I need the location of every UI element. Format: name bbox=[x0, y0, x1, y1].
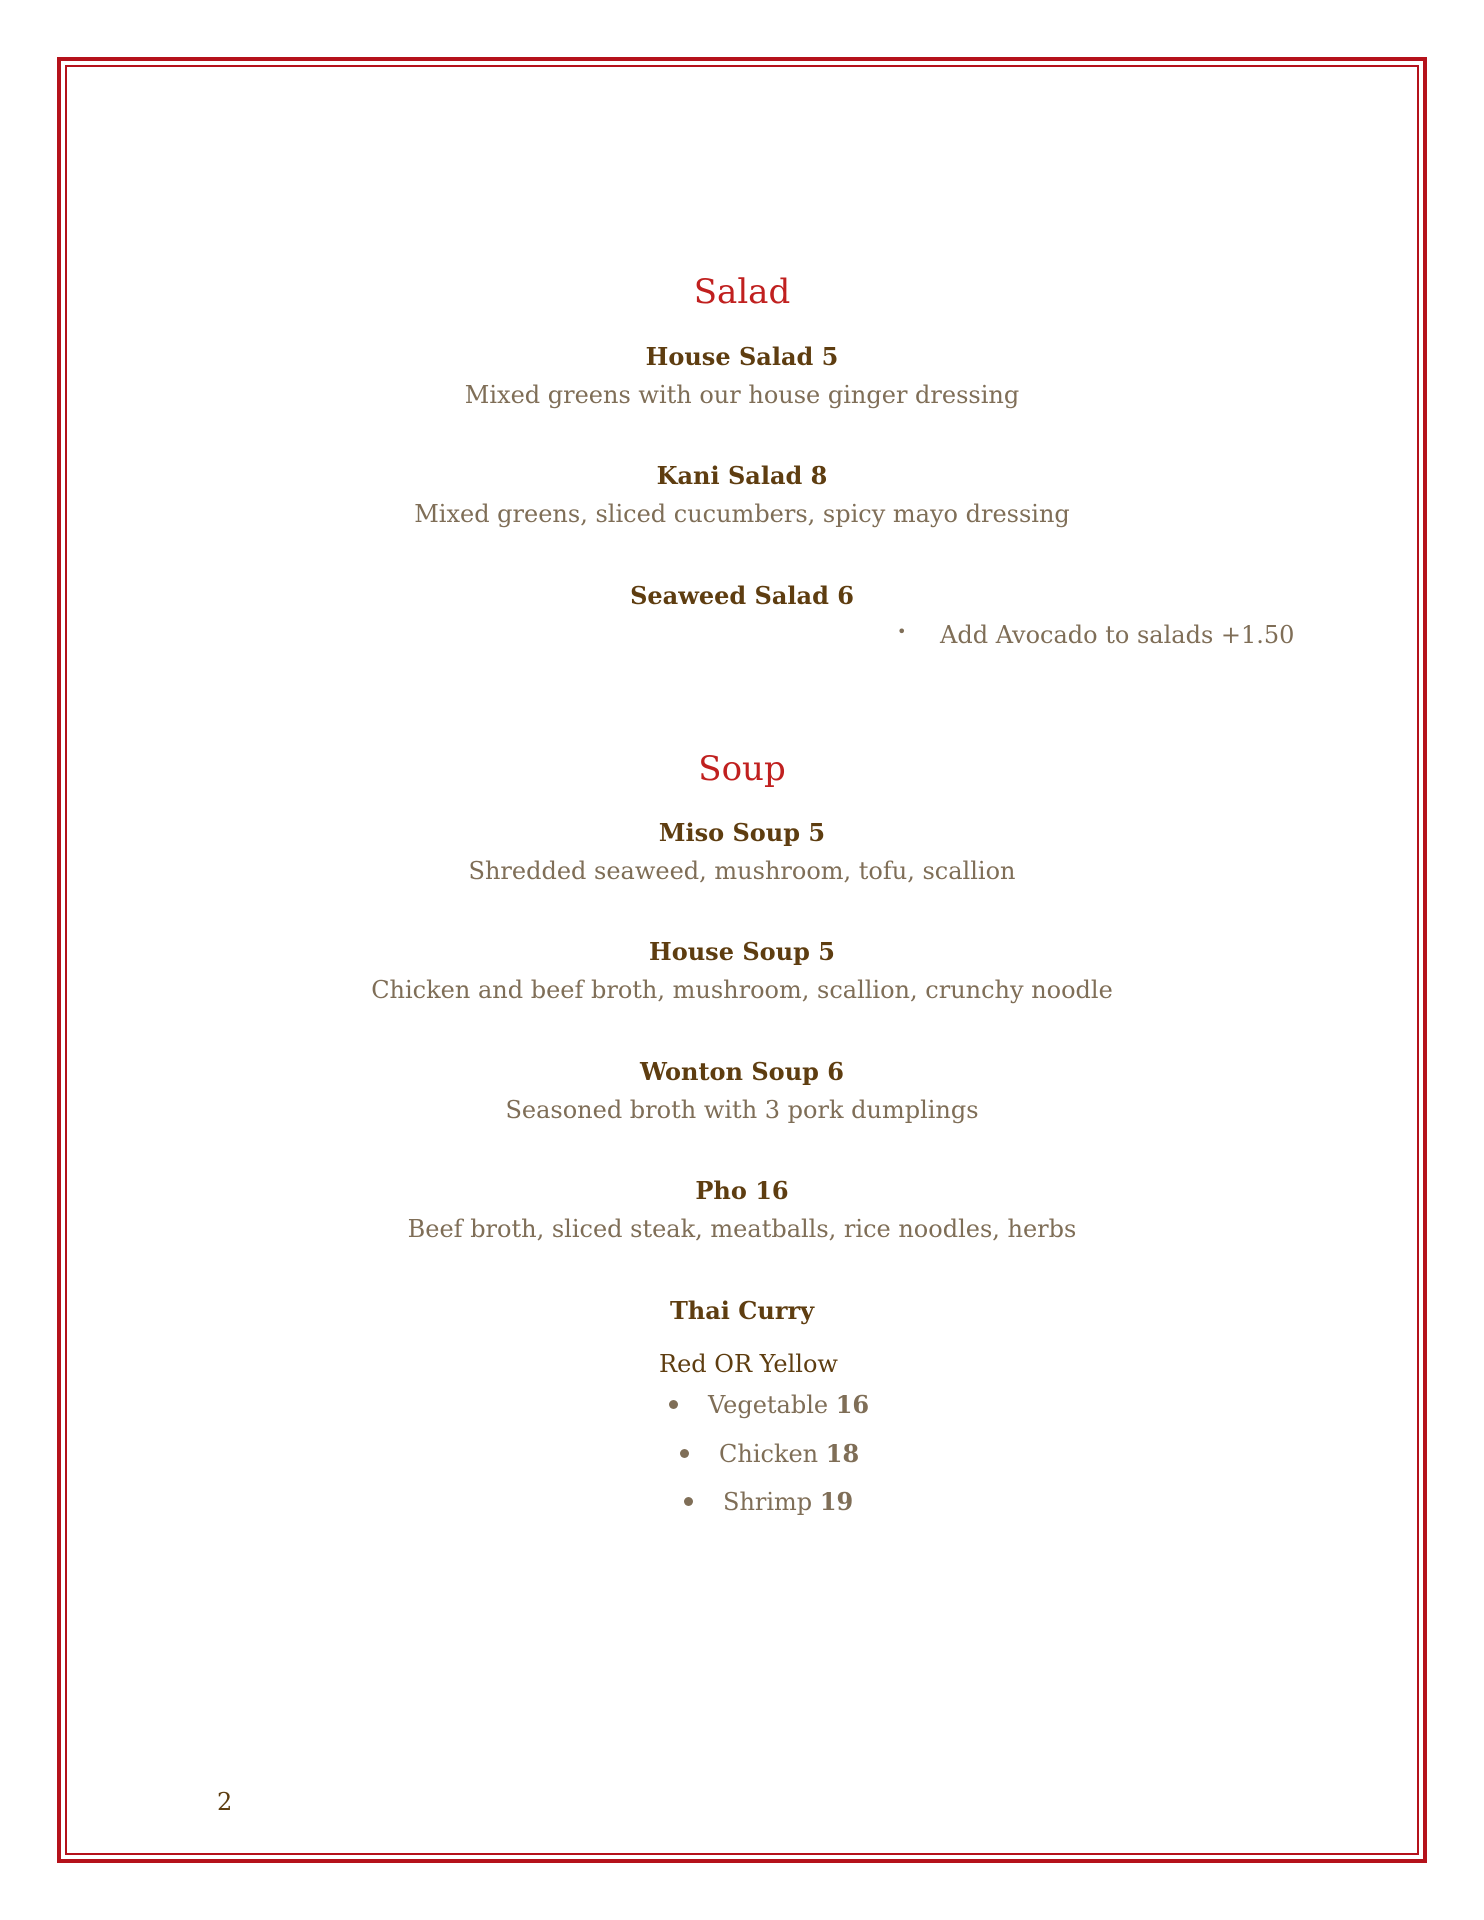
item-desc-house-salad: Mixed greens with our house ginger dressing bbox=[464, 381, 1020, 409]
item-desc-kani-salad: Mixed greens, sliced cucumbers, spicy mayo dressing bbox=[414, 500, 1070, 528]
item-desc-house-soup: Chicken and beef broth, mushroom, scallion, crunchy noodle bbox=[371, 976, 1113, 1004]
item-desc-pho: Beef broth, sliced steak, meatballs, rice noodles, herbs bbox=[407, 1215, 1077, 1243]
curry-option-vegetable bbox=[669, 1390, 869, 1419]
item-name-miso-soup: Miso Soup 5 bbox=[658, 818, 826, 847]
curry-option-price: 16 bbox=[835, 1390, 870, 1419]
item-desc-miso-soup: Shredded seaweed, mushroom, tofu, scallion bbox=[468, 857, 1016, 885]
item-name-thai-curry: Thai Curry bbox=[669, 1296, 815, 1325]
curry-option-price: 19 bbox=[819, 1487, 854, 1516]
curry-option-chicken bbox=[680, 1439, 859, 1468]
page-number: 2 bbox=[217, 1788, 233, 1816]
addon-avocado: Add Avocado to salads +1.50 bbox=[940, 621, 1295, 649]
item-name-house-soup: House Soup 5 bbox=[649, 937, 835, 966]
curry-option-label: Shrimp bbox=[723, 1488, 813, 1516]
curry-option-label: Chicken bbox=[719, 1440, 819, 1468]
item-name-wonton-soup: Wonton Soup 6 bbox=[640, 1057, 844, 1086]
section-title-soup: Soup bbox=[698, 749, 786, 789]
item-name-seaweed-salad: Seaweed Salad 6 bbox=[630, 581, 854, 610]
curry-option-shrimp bbox=[684, 1487, 853, 1516]
item-name-house-salad: House Salad 5 bbox=[645, 342, 839, 371]
addon-bullet-icon: • bbox=[897, 622, 907, 641]
item-name-kani-salad: Kani Salad 8 bbox=[656, 461, 828, 490]
curry-option-price: 18 bbox=[825, 1439, 860, 1468]
bullet-icon bbox=[684, 1497, 693, 1506]
curry-option-label: Vegetable bbox=[708, 1391, 829, 1419]
item-name-pho: Pho 16 bbox=[695, 1176, 789, 1205]
bullet-icon bbox=[669, 1400, 678, 1409]
section-title-salad: Salad bbox=[693, 272, 791, 312]
curry-subtitle: Red OR Yellow bbox=[659, 1350, 838, 1378]
bullet-icon bbox=[680, 1449, 689, 1458]
item-desc-wonton-soup: Seasoned broth with 3 pork dumplings bbox=[505, 1096, 979, 1124]
